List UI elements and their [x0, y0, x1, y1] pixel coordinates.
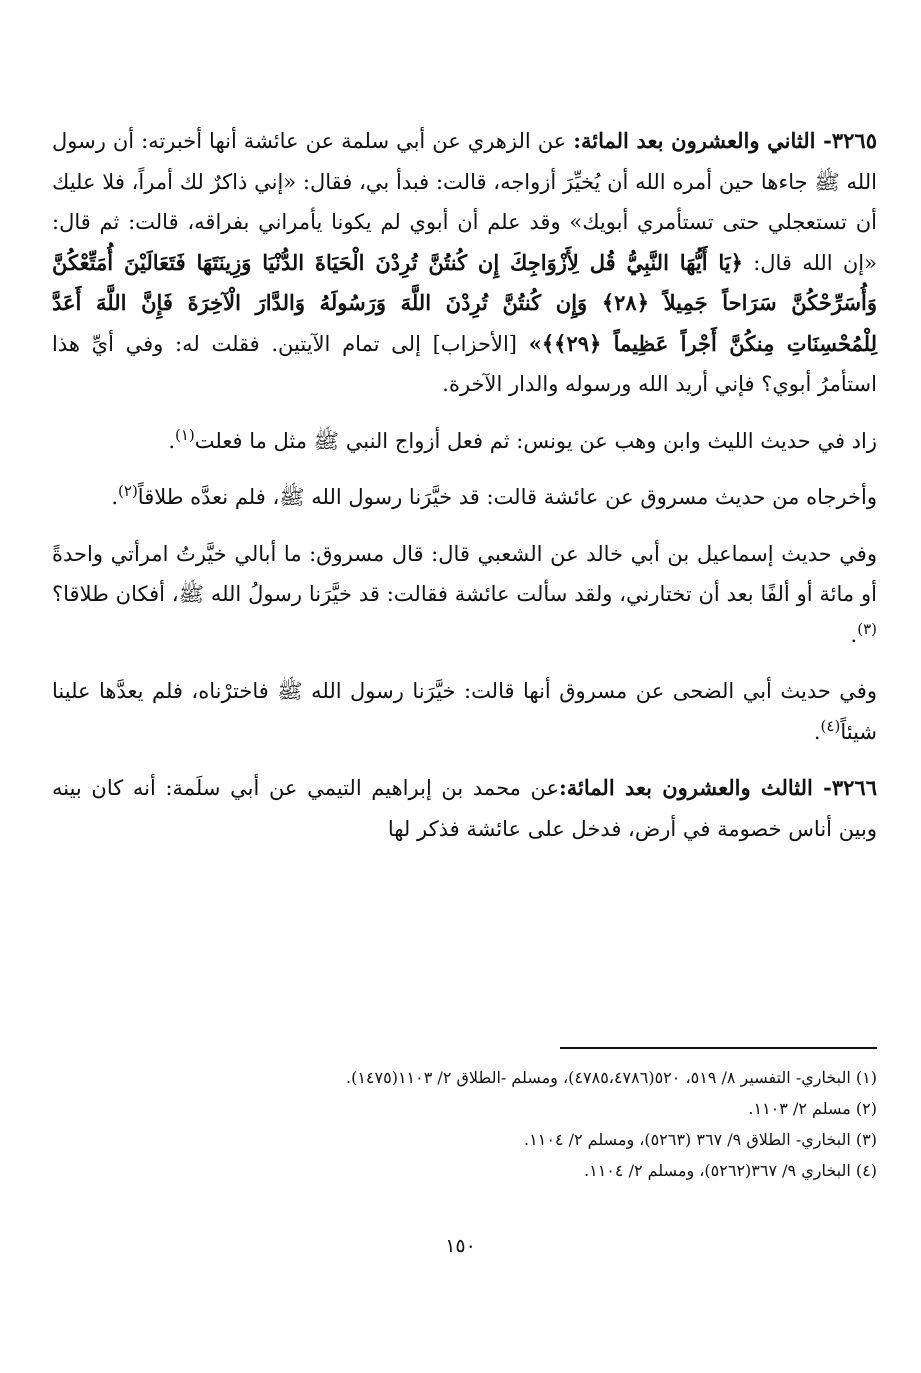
paragraph-text: وفي حديث إسماعيل بن أبي خالد عن الشعبي قال: قال مسروق: ما أبالي خيَّرتُ امرأتي واحدةً أو مائة أو ألفًا بعد أن تختارني، ولقد سألت عائشة فقالت: قد خيَّرَنا رسولُ الله ﷺ، أفكان طلاقا؟ [52, 541, 877, 606]
paragraph-text: وأخرجاه من حديث مسروق عن عائشة قالت: قد خيَّرَنا رسول الله ﷺ، فلم نعدَّه طلاقاً [137, 485, 877, 509]
paragraph-ismail [52, 534, 877, 656]
footnote-ref[interactable]: (٣) [857, 619, 877, 638]
hadith-text: عن محمد بن إبراهيم التيمي عن أبي سلَمة: أنه كان بينه وبين أناس خصومة في أرض، فدخل على عائشة فذكر لها [52, 776, 877, 841]
hadith-heading: ٣٢٦٥- الثاني والعشرون بعد المائة: [573, 128, 877, 153]
paragraph-end: . [168, 428, 175, 453]
quran-verse: ﴿يَا أَيُّهَا النَّبِيُّ قُل لِأَزْوَاجِكَ إِن كُنتُنَّ تُرِدْنَ الْحَيَاةَ الدُّنْيَا وَزِينَتَهَا فَتَعَالَيْنَ أُمَتِّعْكُنَّ وَأُسَرِّحْكُنَّ سَرَاحاً جَمِيلاً ﴿٢٨﴾ وَإِن كُنتُنَّ تُرِدْنَ اللَّهَ وَرَسُولَهُ وَالدَّارَ الْآخِرَةَ فَإِنَّ اللَّهَ أَعَدَّ لِلْمُحْسِنَاتِ مِنكُنَّ أَجْراً عَظِيماً ﴿٢٩﴾﴾» [52, 249, 877, 356]
footnote-divider [560, 1047, 877, 1049]
footnote-ref[interactable]: (١) [175, 425, 195, 444]
footnote-3: (٣) البخاري- الطلاق ٩/ ٣٦٧ (٥٢٦٣)، ومسلم ٢/ ١١٠٤. [524, 1130, 877, 1149]
hadith-3265 [52, 121, 877, 405]
footnote-ref[interactable]: (٤) [820, 716, 841, 735]
paragraph-text: وفي حديث أبي الضحى عن مسروق أنها قالت: خيَّرَنا رسول الله ﷺ فاخترْناه، فلم يعدَّها علينا شيئاً [52, 679, 877, 744]
paragraph-end: . [111, 485, 119, 509]
paragraph-end: . [813, 719, 821, 744]
footnote-ref[interactable]: (٢) [118, 482, 138, 500]
footnotes [52, 1062, 877, 1186]
paragraph-masruq [52, 477, 877, 518]
main-text [52, 121, 877, 865]
paragraph-layth [52, 421, 877, 462]
hadith-heading: ٣٢٦٦- الثالث والعشرون بعد المائة: [559, 775, 877, 800]
hadith-text: عن الزهري عن أبي سلمة عن عائشة أنها أخبرته: أن رسول الله ﷺ جاءها حين أمره الله أن يُخيِّرَ أزواجه، قالت: فبدأ بي، فقال: «إني ذاكرٌ لك أمراً، فلا عليك أن تستعجلي حتى تستأمري أبويك» وقد علم أن أبوي لم يكونا يأمراني بفراقه، قالت: ثم قال: «إن الله قال: [52, 129, 877, 275]
hadith-3266 [52, 768, 877, 849]
footnote-4: (٤) البخاري ٩/ ٣٦٧(٥٢٦٢)، ومسلم ٢/ ١١٠٤. [584, 1161, 877, 1180]
footnote-1: (١) البخاري- التفسير ٨/ ٥١٩، ٥٢٠(٤٧٨٥،٤٧٨٦)، ومسلم -الطلاق ٢/ ١١٠٣(١٤٧٥). [346, 1068, 877, 1087]
page-number: ١٥٠ [445, 1235, 476, 1257]
footnote-2: (٢) مسلم ٢/ ١١٠٣. [748, 1099, 877, 1118]
hadith-text-continued: [الأحزاب] إلى تمام الآيتين. فقلت له: وفي أيِّ هذا استأمرُ أبوي؟ فإني أريد الله ورسوله والدار الآخرة. [52, 331, 877, 396]
paragraph-text: زاد في حديث الليث وابن وهب عن يونس: ثم فعل أزواج النبي ﷺ مثل ما فعلت [194, 428, 877, 453]
paragraph-end: . [850, 622, 858, 647]
paragraph-duha [52, 671, 877, 752]
